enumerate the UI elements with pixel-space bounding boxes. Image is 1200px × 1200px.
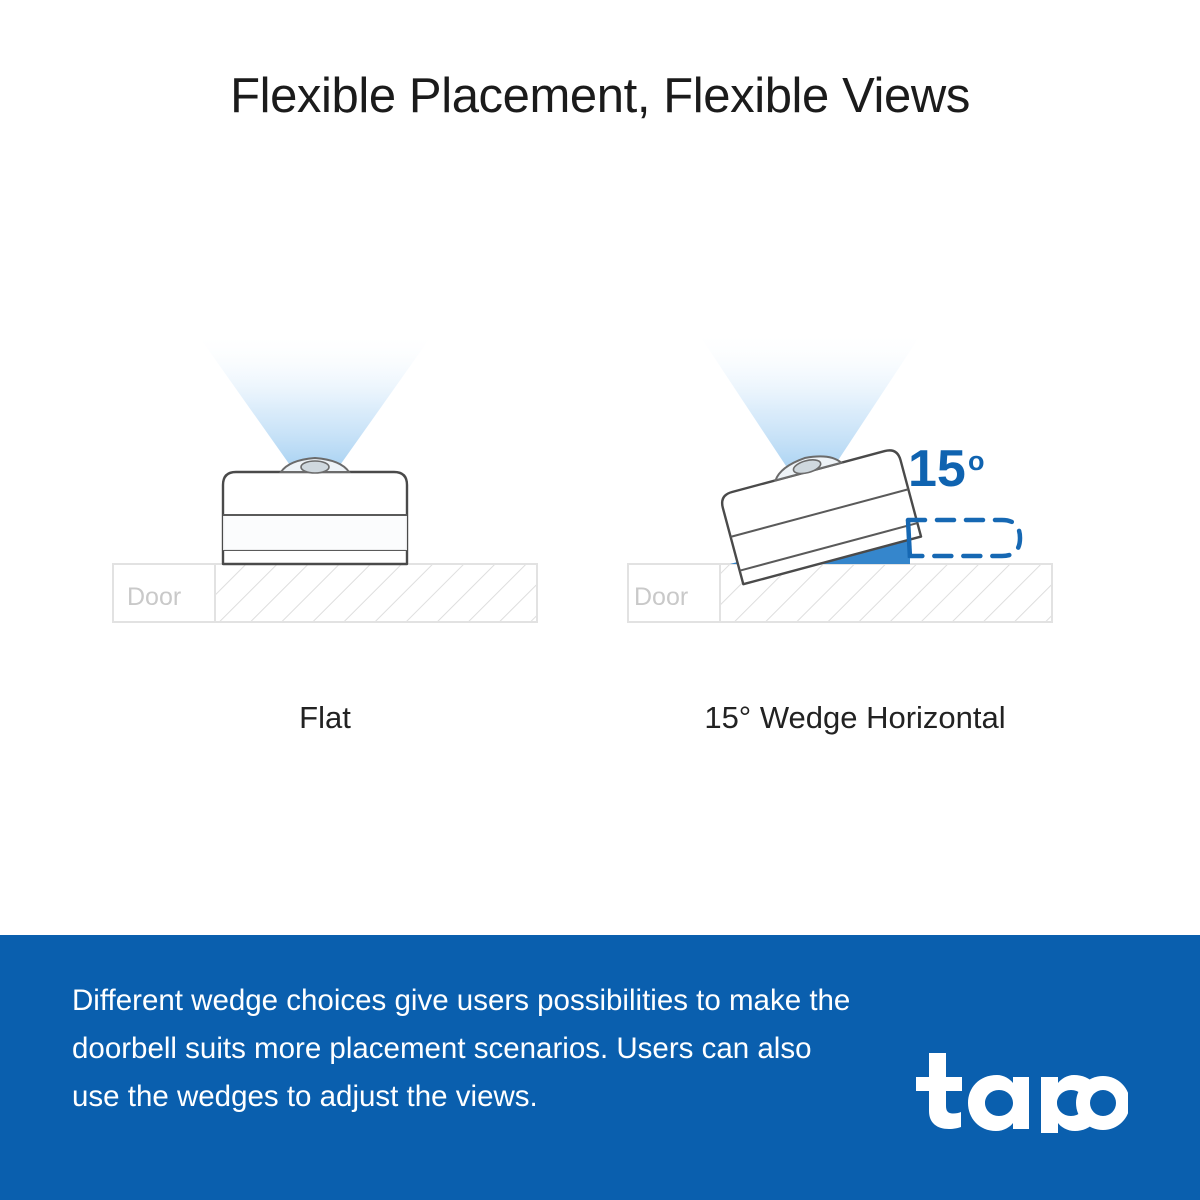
door-label: Door (127, 583, 182, 611)
door-surface (628, 564, 1052, 622)
footer-banner (0, 935, 1200, 1200)
caption-wedge: 15° Wedge Horizontal (704, 700, 1006, 735)
doorbell-device-flat (223, 458, 407, 564)
door-surface (113, 564, 537, 622)
angle-indicator (908, 520, 1020, 558)
footer-description: Different wedge choices give users possibilities to make the doorbell suits more placement scenarios. Users can also use the wedges to adjust the views. (72, 984, 851, 1113)
flat-illustration (105, 300, 545, 680)
diagram-panel-flat (105, 300, 545, 680)
tapo-logo (913, 1047, 1128, 1133)
diagram-row (0, 300, 1200, 680)
angle-label (908, 440, 985, 498)
tapo-wordmark (913, 1047, 1128, 1133)
angle-value-data (0, 0, 1, 1)
page-title: Flexible Placement, Flexible Views (230, 69, 970, 123)
caption-flat: Flat (299, 700, 351, 735)
door-label-data (0, 0, 1, 1)
wedge-illustration (620, 300, 1060, 680)
field-of-view-cone (200, 338, 430, 468)
door-label: Door (634, 583, 689, 611)
brand-name (1128, 1047, 1129, 1048)
diagram-panel-wedge (620, 300, 1060, 680)
angle-value: 15 (908, 440, 966, 498)
angle-unit: o (968, 446, 985, 476)
